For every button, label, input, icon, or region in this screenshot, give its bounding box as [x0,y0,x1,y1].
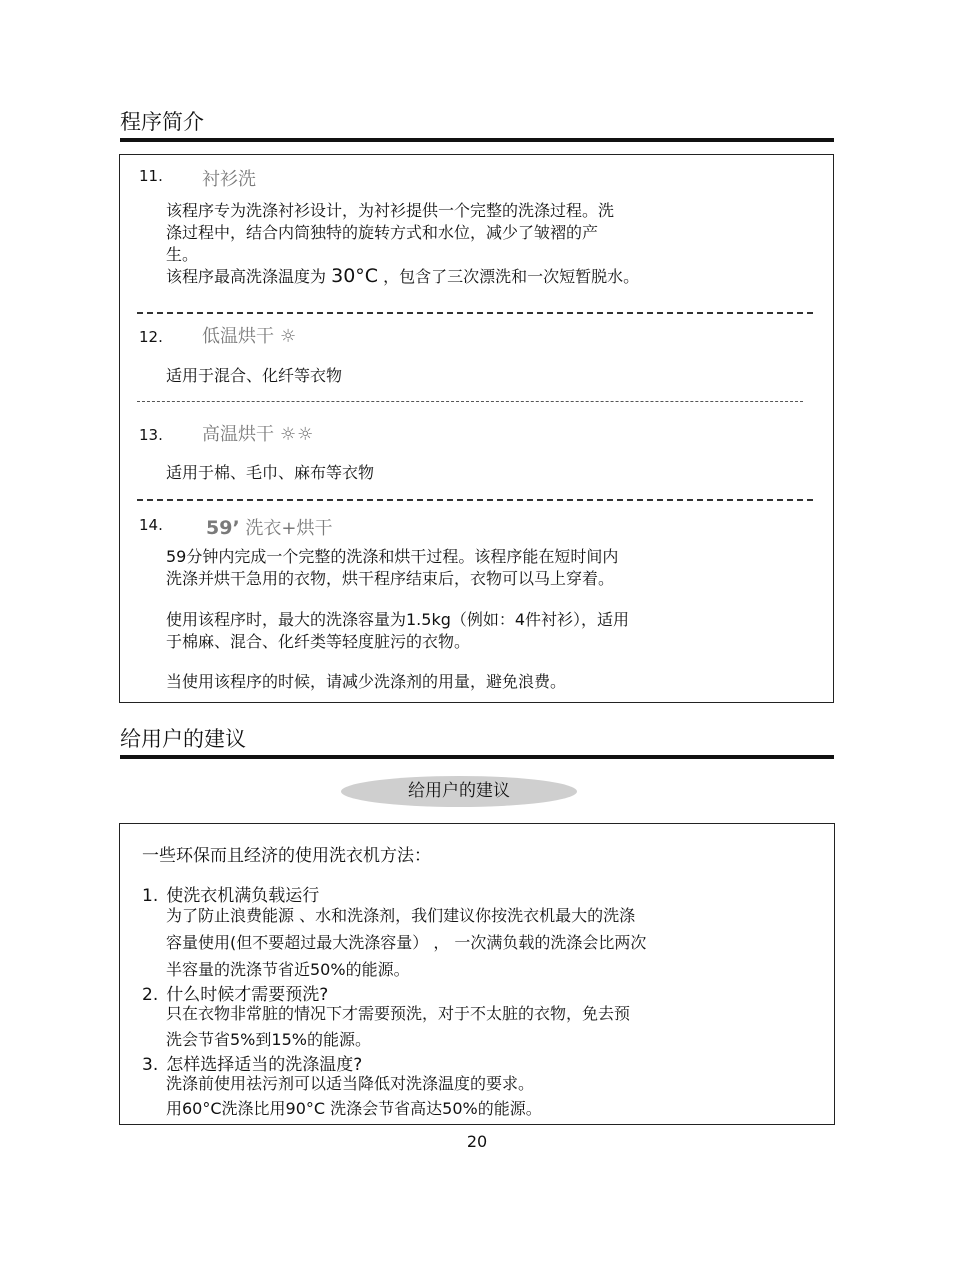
program-desc-line: 59分钟内完成一个完整的洗涤和烘干过程。该程序能在短时间内 [166,547,619,566]
dashed-divider [137,312,813,314]
advice-line: 半容量的洗涤节省近50%的能源。 [166,960,410,979]
program-desc-line: 该程序专为洗涤衬衫设计，为衬衫提供一个完整的洗涤过程。洗 [166,201,615,220]
program-desc-line: 使用该程序时，最大的洗涤容量为1.5kg（例如：4件衬衫），适用 [166,610,630,629]
program-duration: 59’ [206,517,240,539]
advice-box [119,823,835,1125]
advice-number: 3. [142,1055,159,1075]
program-desc-line: 适用于混合、化纤等衣物 [166,366,343,385]
program-desc-line: 当使用该程序的时候，请减少洗涤剂的用量，避免浪费。 [166,672,567,691]
advice-intro: 一些环保而且经济的使用洗衣机方法： [142,846,431,866]
temp-suffix: ，包含了三次漂洗和一次短暂脱水。 [383,267,640,286]
program-name: 高温烘干 [202,424,274,445]
page-number: 20 [466,1132,488,1151]
advice-pill-label: 给用户的建议 [341,776,577,807]
program-name: 衬衫洗 [202,169,256,190]
program-desc-line: 涤过程中，结合内筒独特的旋转方式和水位，减少了皱褶的产 [166,223,599,242]
dashed-divider [137,401,803,402]
temp-prefix: 该程序最高洗涤温度为 [166,267,327,286]
advice-number: 1. [142,886,159,906]
sun-icon: ☼ [280,326,298,347]
temp-value: 30°C [331,265,379,287]
program-name: 洗衣+烘干 [245,518,333,539]
program-list-box [119,154,834,703]
advice-line: 只在衣物非常脏的情况下才需要预洗，对于不太脏的衣物，免去预 [166,1004,631,1023]
program-name-row [202,420,314,446]
advice-heading-text: 使洗衣机满负载运行 [166,886,320,906]
advice-heading-text: 怎样选择适当的洗涤温度? [166,1055,363,1075]
program-desc-line: 洗涤并烘干急用的衣物，烘干程序结束后，衣物可以马上穿着。 [166,569,615,588]
program-temp-line [166,265,639,288]
program-desc-line: 生。 [166,245,199,264]
program-desc-line: 适用于棉、毛巾、麻布等衣物 [166,463,375,482]
section-title-user-advice: 给用户的建议 [120,726,834,759]
advice-line: 用60°C洗涤比用90°C 洗涤会节省高达50%的能源。 [166,1099,542,1118]
program-number: 14. [139,516,163,534]
program-name-row [206,514,333,540]
advice-line: 洗会节省5%到15%的能源。 [166,1030,371,1049]
program-desc-line: 于棉麻、混合、化纤类等轻度脏污的衣物。 [166,632,471,651]
program-number: 11. [139,167,163,185]
program-name: 低温烘干 [202,326,274,347]
program-name-row [202,322,297,348]
advice-number: 2. [142,985,159,1005]
program-number: 12. [139,328,163,346]
advice-heading-text: 什么时候才需要预洗? [166,985,329,1005]
program-number: 13. [139,426,163,444]
advice-line: 为了防止浪费能源 、水和洗涤剂，我们建议你按洗衣机最大的洗涤 [166,906,636,925]
advice-line: 洗涤前使用祛污剂可以适当降低对洗涤温度的要求。 [166,1074,535,1093]
advice-line: 容量使用(但不要超过最大洗涤容量） ， 一次满负载的洗涤会比两次 [166,933,647,952]
section-title-program-intro: 程序简介 [120,109,834,142]
dashed-divider [137,499,813,501]
double-sun-icon: ☼☼ [280,424,315,445]
